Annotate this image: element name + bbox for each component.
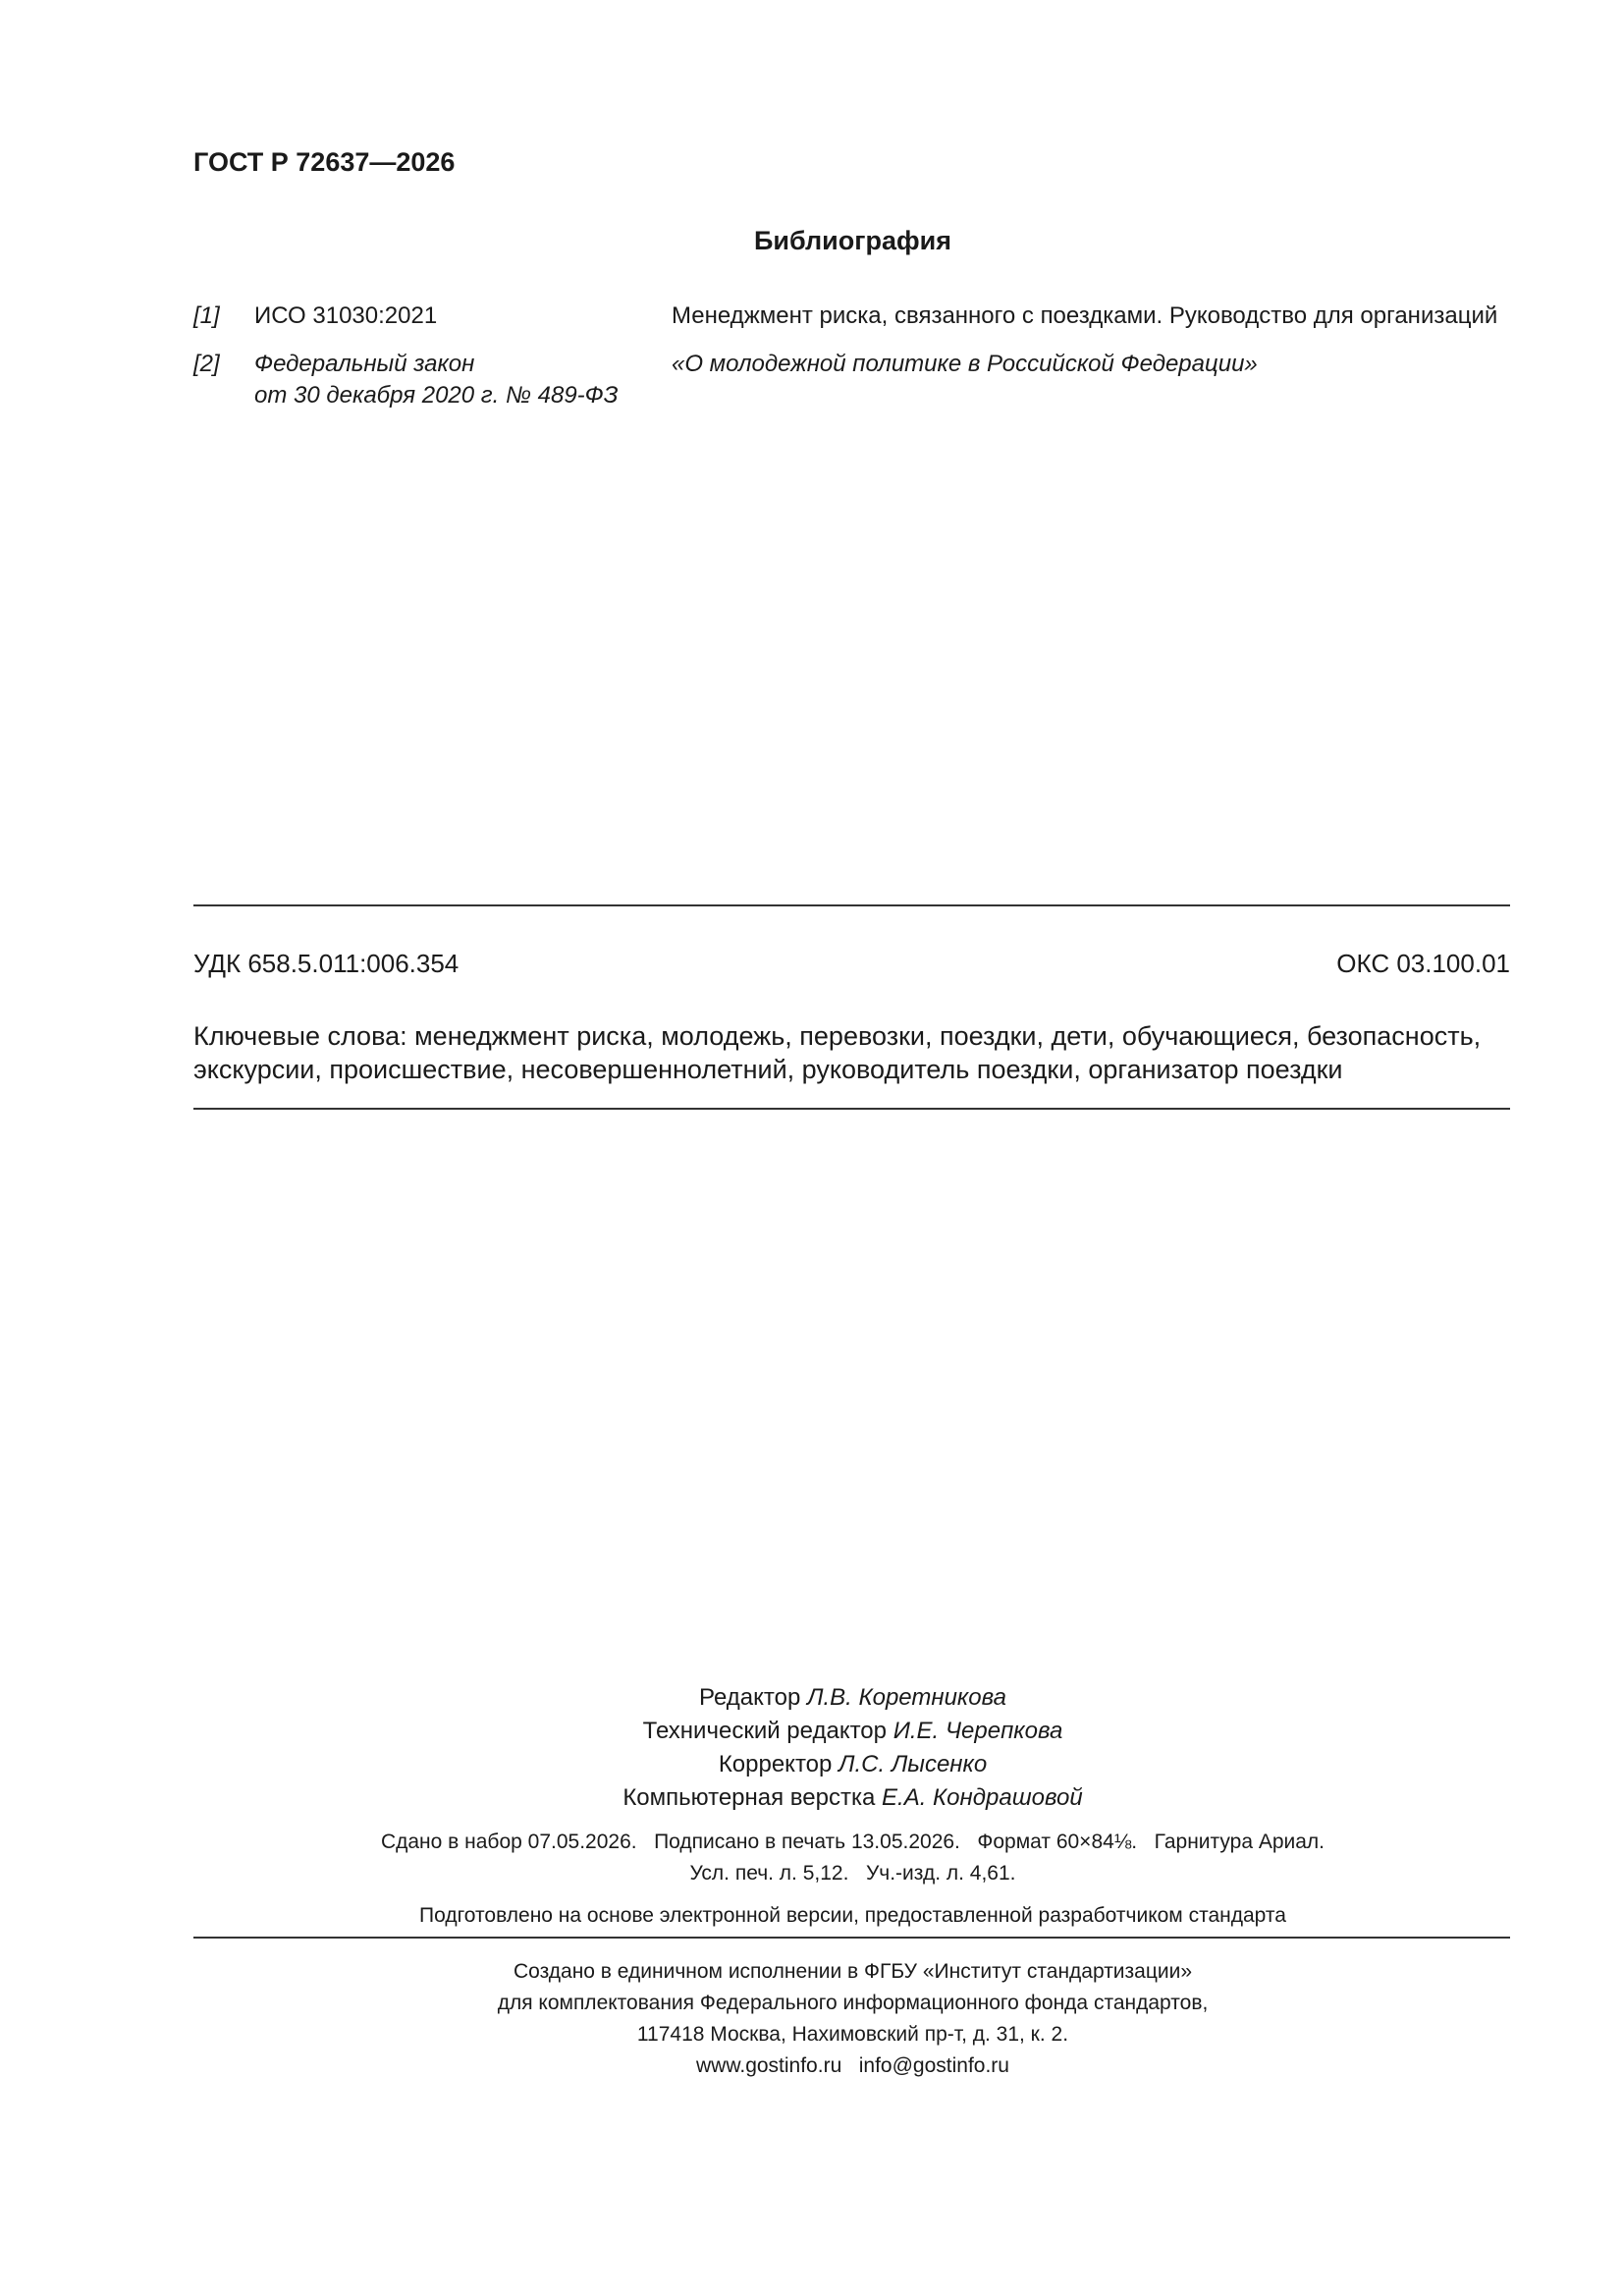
print-info-line: Сдано в набор 07.05.2026. Подписано в печать 13.05.2026. Формат 60×84⅛. Гарнитура Ариал. (380, 1831, 1325, 1853)
divider (193, 1937, 1510, 1939)
oks-code: ОКС 03.100.01 (1336, 949, 1510, 978)
bibliography-number: [1] (193, 302, 220, 329)
credit-line (0, 1715, 1623, 1748)
bibliography-title: «О молодежной политике в Российской Федерации» (672, 351, 1258, 377)
credit-role: Корректор (718, 1751, 833, 1777)
publisher-line: для комплектования Федерального информационного фонда стандартов, (497, 1992, 1209, 2014)
print-info-line: Усл. печ. л. 5,12. Уч.-изд. л. 4,61. (689, 1862, 1016, 1885)
credit-name: Л.В. Коретникова (807, 1684, 1006, 1711)
credit-name: И.Е. Черепкова (893, 1718, 1063, 1744)
publisher-line: 117418 Москва, Нахимовский пр-т, д. 31, к. 2. (636, 2023, 1069, 2046)
credit-role: Компьютерная верстка (622, 1784, 876, 1811)
prepared-note: Подготовлено на основе электронной версии, предоставленной разработчиком стандарта (419, 1904, 1286, 1927)
bibliography-source (254, 349, 667, 411)
bibliography-number: [2] (193, 351, 220, 377)
publisher-links: www.gostinfo.ru info@gostinfo.ru (696, 2054, 1009, 2077)
bibliography-title: Менеджмент риска, связанного с поездками. Руководство для организаций (672, 302, 1498, 329)
section-title: Библиография (754, 226, 951, 255)
credit-role: Редактор (699, 1684, 801, 1711)
publisher-line: Создано в единичном исполнении в ФГБУ «Институт стандартизации» (513, 1960, 1193, 1983)
bibliography-source-line: от 30 декабря 2020 г. № 489-ФЗ (254, 382, 619, 409)
bibliography-source-line: Федеральный закон (254, 351, 475, 377)
publisher-info (0, 1956, 1623, 2082)
credit-role: Технический редактор (642, 1718, 888, 1744)
credit-line (0, 1781, 1623, 1815)
divider (193, 1108, 1510, 1110)
divider (193, 904, 1510, 906)
credits (0, 1681, 1623, 1815)
credit-name: Е.А. Кондрашовой (882, 1784, 1083, 1811)
document-code: ГОСТ Р 72637—2026 (193, 147, 456, 177)
credit-line (0, 1748, 1623, 1781)
udk-code: УДК 658.5.011:006.354 (193, 949, 460, 978)
credit-line (0, 1681, 1623, 1715)
credit-name: Л.С. Лысенко (839, 1751, 988, 1777)
bibliography-source: ИСО 31030:2021 (254, 302, 438, 329)
keywords: Ключевые слова: менеджмент риска, молодежь, перевозки, поездки, дети, обучающиеся, безопасность, экскурсии, происшествие, несовершеннолетний, руководитель поездки, организатор поездки (193, 1021, 1482, 1084)
print-info (0, 1827, 1623, 1889)
